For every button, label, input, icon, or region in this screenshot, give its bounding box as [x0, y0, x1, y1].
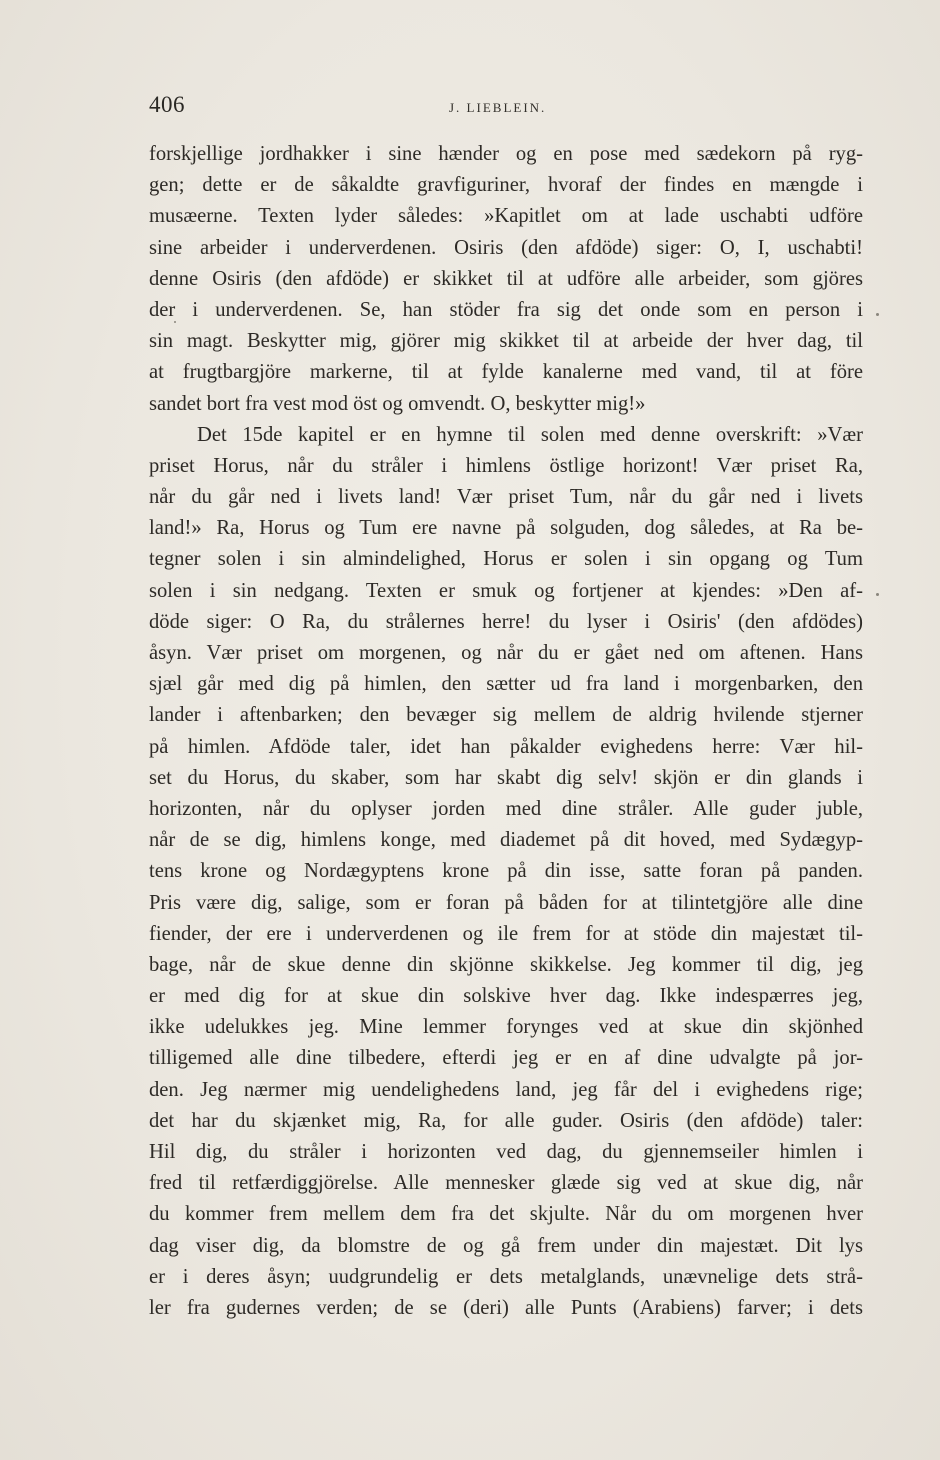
paper-speck — [174, 321, 176, 323]
paper-speck — [876, 313, 879, 316]
text-line: sandet bort fra vest mod öst og omvendt. O, beskytter mig!» — [149, 392, 646, 415]
text-line: Hil dig, du stråler i horizonten ved dag, du gjennemseiler himlen i — [149, 1141, 863, 1163]
text-line: sin magt. Beskytter mig, gjörer mig skikket til at arbeide der hver dag, til — [149, 330, 863, 353]
text-line: den. Jeg nærmer mig uendelighedens land, jeg får del i evighedens rige; — [149, 1078, 863, 1101]
text-line: sine arbeider i underverdenen. Osiris (den afdöde) siger: O, I, uschabti! — [149, 236, 863, 259]
text-line: fiender, der ere i underverdenen og ile frem for at stöde din majestæt til- — [149, 922, 863, 945]
text-line: åsyn. Vær priset om morgenen, og når du er gået ned om aftenen. Hans — [149, 642, 863, 664]
text-line: priset Horus, når du stråler i himlens östlige horizont! Vær priset Ra, — [149, 454, 863, 477]
running-head: J. LIEBLEIN. — [449, 100, 547, 115]
text-line: döde siger: O Ra, du strålernes herre! du lyser i Osiris' (den afdödes) — [149, 610, 863, 633]
text-line: musæerne. Texten lyder således: »Kapitlet om at lade uschabti udföre — [149, 205, 863, 228]
text-line: er i deres åsyn; uudgrundelig er dets metalglands, unævnelige dets strå- — [149, 1265, 863, 1288]
text-line: tilligemed alle dine tilbedere, efterdi jeg er en af dine udvalgte på jor- — [149, 1047, 863, 1070]
text-line: lander i aftenbarken; den bevæger sig mellem de aldrig hvilende stjerner — [149, 704, 863, 727]
text-line: forskjellige jordhakker i sine hænder og en pose med sædekorn på ryg- — [149, 143, 863, 165]
text-line: solen i sin nedgang. Texten er smuk og fortjener at kjendes: »Den af- — [149, 579, 863, 602]
text-line: er med dig for at skue din solskive hver dag. Ikke indespærres jeg, — [149, 985, 863, 1008]
text-line: at frugtbargjöre markerne, til at fylde kanalerne med vand, til at före — [149, 361, 863, 384]
page-number: 406 — [149, 92, 185, 117]
text-line: når de se dig, himlens konge, med diademet på dit hoved, med Sydægyp- — [149, 829, 863, 852]
text-line: set du Horus, du skaber, som har skabt dig selv! skjön er din glands i — [149, 766, 863, 789]
text-line: tegner solen i sin almindelighed, Horus er solen i sin opgang og Tum — [149, 548, 863, 571]
text-line: du kommer frem mellem dem fra det skjulte. Når du om morgenen hver — [149, 1203, 863, 1226]
text-line: tens krone og Nordægyptens krone på din isse, satte foran på panden. — [149, 860, 863, 883]
text-line: Det 15de kapitel er en hymne til solen med denne overskrift: »Vær — [197, 423, 863, 446]
paper-speck — [876, 593, 879, 596]
text-line: denne Osiris (den afdöde) er skikket til at udföre alle arbeider, som gjöres — [149, 267, 863, 290]
text-line: ikke udelukkes jeg. Mine lemmer forynges ved at skue din skjönhed — [149, 1016, 863, 1039]
text-line: det har du skjænket mig, Ra, for alle guder. Osiris (den afdöde) taler: — [149, 1109, 863, 1132]
text-line: fred til retfærdiggjörelse. Alle mennesker glæde sig ved at skue dig, når — [149, 1172, 863, 1195]
text-line: horizonten, når du oplyser jorden med dine stråler. Alle guder juble, — [149, 797, 863, 820]
text-line: der i underverdenen. Se, han stöder fra sig det onde som en person i — [149, 298, 863, 321]
text-line: på himlen. Afdöde taler, idet han påkalder evighedens herre: Vær hil- — [149, 735, 863, 758]
text-line: dag viser dig, da blomstre de og gå frem under din majestæt. Dit lys — [149, 1234, 863, 1257]
text-line: land!» Ra, Horus og Tum ere navne på solguden, dog således, at Ra be- — [149, 517, 863, 540]
page-header — [149, 92, 863, 126]
text-line: Pris være dig, salige, som er foran på båden for at tilintetgjöre alle dine — [149, 891, 863, 914]
text-line: sjæl går med dig på himlen, den sætter ud fra land i morgenbarken, den — [149, 673, 863, 696]
text-line: gen; dette er de såkaldte gravfiguriner, hvoraf der findes en mængde i — [149, 174, 863, 197]
text-line: ler fra gudernes verden; de se (deri) alle Punts (Arabiens) farver; i dets — [149, 1296, 863, 1319]
text-line: bage, når de skue denne din skjönne skikkelse. Jeg kommer til dig, jeg — [149, 953, 863, 976]
text-line: når du går ned i livets land! Vær priset Tum, når du går ned i livets — [149, 486, 863, 509]
body-text — [149, 139, 863, 1324]
